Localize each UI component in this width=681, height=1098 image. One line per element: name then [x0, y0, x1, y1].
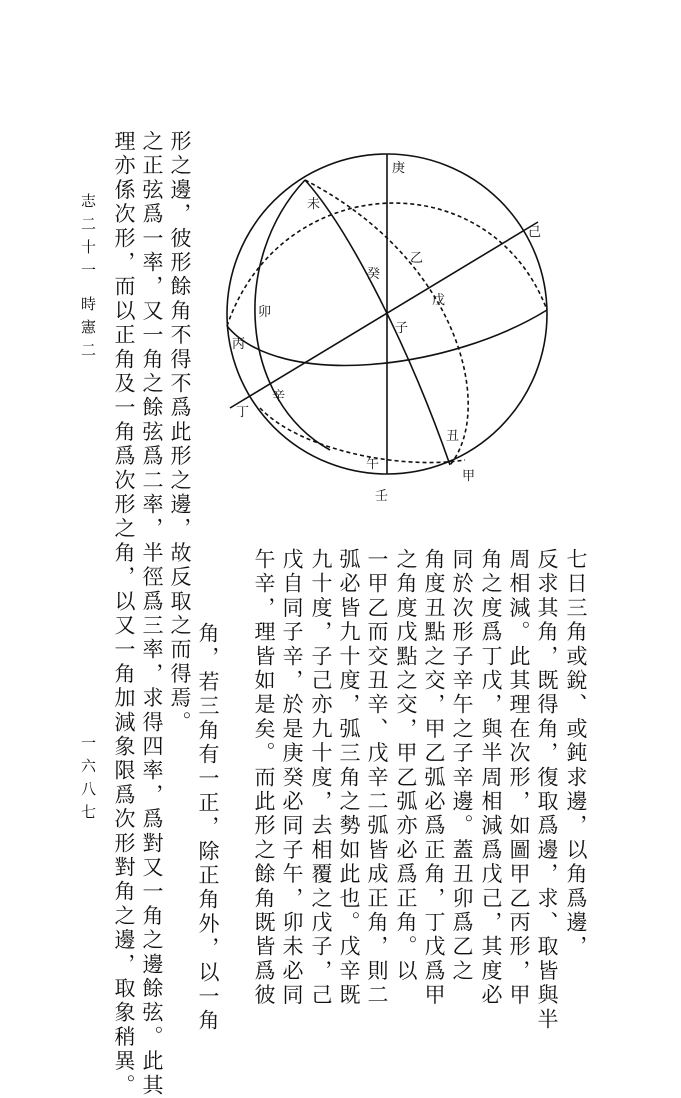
label-yi: 乙 [410, 251, 424, 266]
text-column-lower-9: 弧必皆九十度，弧三角之勢如此也。戊辛既 [337, 548, 361, 1008]
label-ren: 壬 [375, 489, 389, 504]
text-column-lower-7: 之角度戊點之交，甲乙弧亦必爲正角。以 [394, 548, 418, 984]
label-mao: 卯 [258, 305, 272, 320]
text-column-upper-1: 形之邊，彼形餘角不得不爲此形之邊，故反取之而得焉。 [168, 130, 192, 735]
label-geng: 庚 [392, 161, 406, 176]
running-header-volume: 志二十一 [79, 193, 97, 285]
text-column-lower-10: 九十度，子己亦九十度，去相覆之戊子，己 [309, 548, 333, 1008]
label-chou: 丑 [446, 429, 460, 444]
text-column-lower-11: 戊自同子辛，於是庚癸必同子午，卯未必同 [280, 548, 304, 1008]
text-column-lower-4: 角之度爲丁戊，與半周相減爲戊己，其度必 [479, 548, 503, 1008]
text-column-lower-8: 一甲乙而交丑辛、戊辛二弧皆成正角，則二 [365, 548, 389, 1008]
text-column-upper-2: 之正弦爲一率，又一角之餘弦爲二率，半徑爲三率，求得四率，爲對又一角之邊餘弦。此其 [140, 130, 164, 1098]
text-column-lower-6: 角度丑點之交，甲乙弧必爲正角，丁戊爲甲 [422, 548, 446, 1008]
text-column-lower-12: 午辛，理皆如是矣。而此形之餘角既皆爲彼 [252, 548, 276, 1008]
text-column-lower-13: 角，若三角有一正，除正角外，以一角 [196, 622, 220, 1034]
text-column-lower-2: 反求其角，既得角，復取爲邊，求、取皆與半 [535, 548, 559, 1032]
label-gui: 癸 [367, 267, 381, 282]
label-zi: 子 [395, 321, 409, 336]
label-jia: 甲 [462, 469, 476, 484]
label-wei: 未 [307, 197, 321, 212]
label-xin: 辛 [272, 389, 286, 404]
text-column-lower-5: 同於次形子辛午之子辛邊。蓋丑卯爲乙之 [450, 548, 474, 984]
spherical-triangle-diagram [220, 150, 560, 510]
running-header-section: 時憲二 [79, 296, 97, 365]
label-wu: 戊 [432, 293, 446, 308]
text-column-lower-3: 周相減。此其理在次形，如圖甲乙丙形，甲 [507, 548, 531, 1008]
label-bing: 丙 [232, 337, 246, 352]
page-number: 一六八七 [79, 735, 97, 827]
label-ji: 己 [528, 225, 542, 240]
label-wu-noon: 午 [366, 457, 380, 472]
text-column-lower-1: 七日三角或銳、或鈍求邊，以角爲邊， [564, 548, 588, 960]
text-column-upper-3: 理亦係次形，而以正角及一角爲次形之角，以又一角加減象限爲次形對角之邊，取象稍異。 [112, 130, 136, 1098]
solid-arc-diagonal [305, 180, 450, 465]
label-ding: 丁 [236, 405, 250, 420]
